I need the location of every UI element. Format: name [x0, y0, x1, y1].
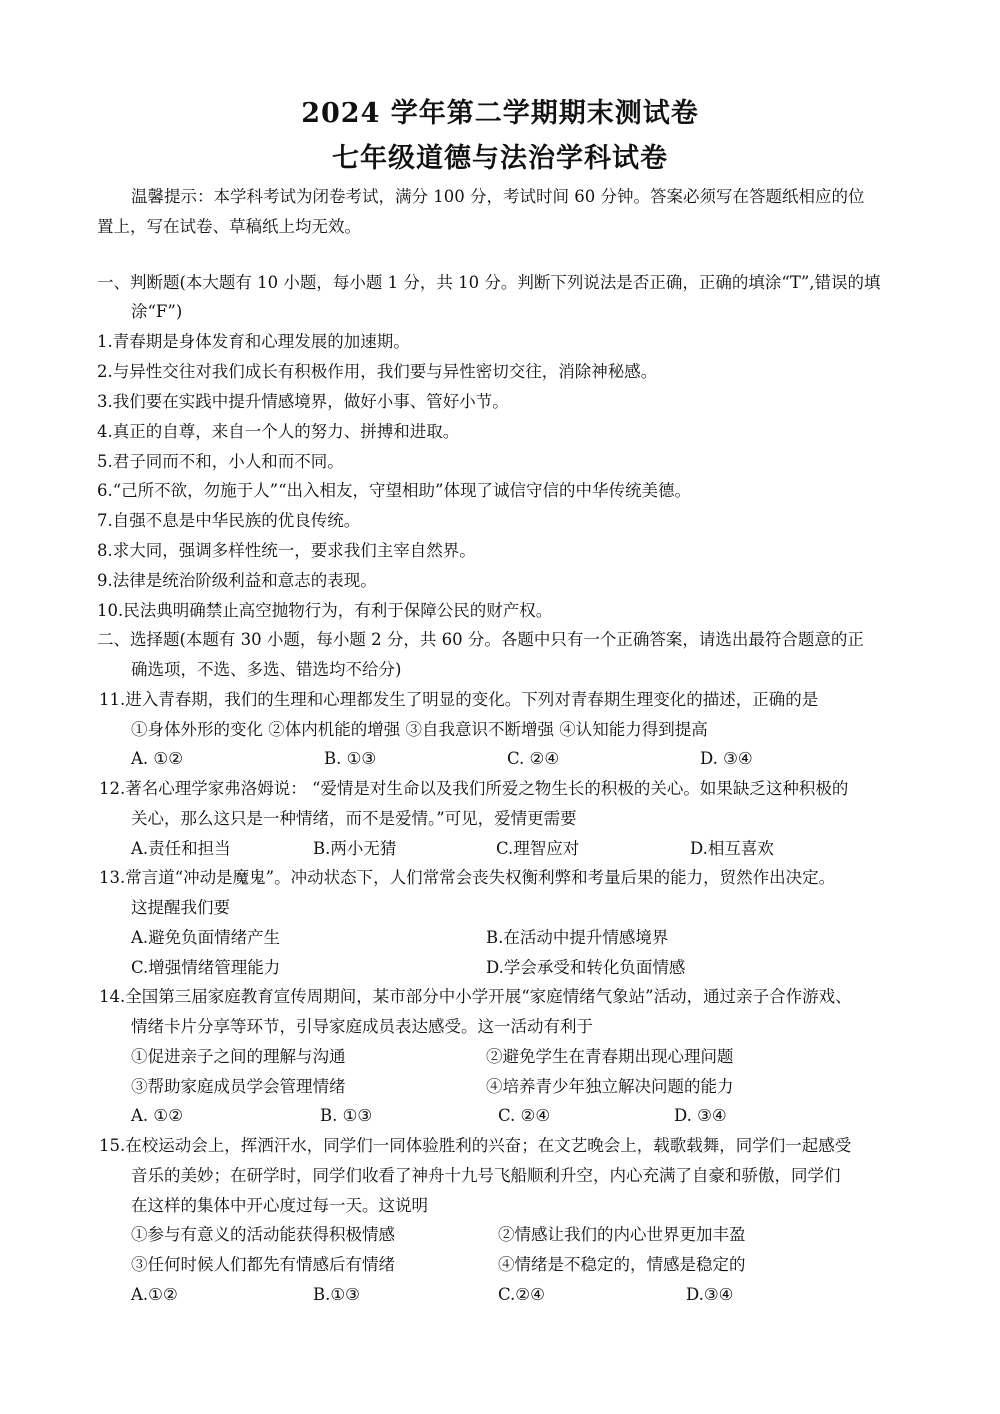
q14-stem-cont: 情绪卡片分享等环节，引导家庭成员表达感受。这一活动有利于 [131, 1017, 593, 1036]
judge-item-8: 8.求大同，强调多样性统一，要求我们主宰自然界。 [97, 541, 476, 560]
notice-line-1: 温馨提示：本学科考试为闭卷考试，满分 100 分，考试时间 60 分钟。答案必须写在答题纸相应的位 [131, 187, 865, 206]
q15-option-c: C.②④ [498, 1285, 545, 1304]
section1-heading: 一、判断题(本大题有 10 小题，每小题 1 分，共 10 分。判断下列说法是否正确，正确的填涂“T”,错误的填 [97, 273, 881, 292]
q14-statement-4: ④培养青少年独立解决问题的能力 [486, 1077, 734, 1096]
q12-option-b: B.两小无猜 [313, 839, 397, 858]
q12-option-d: D.相互喜欢 [690, 839, 774, 858]
judge-item-7: 7.自强不息是中华民族的优良传统。 [97, 511, 361, 530]
q13-option-a: A.避免负面情绪产生 [131, 928, 281, 947]
judge-item-6: 6.“己所不欲，勿施于人”“出入相友，守望相助”体现了诚信守信的中华传统美德。 [97, 481, 691, 500]
exam-title: 2024 学年第二学期期末测试卷 [301, 98, 699, 129]
notice-line-2: 置上，写在试卷、草稿纸上均无效。 [97, 217, 361, 236]
q15-statement-4: ④情绪是不稳定的，情感是稳定的 [498, 1255, 746, 1274]
section2-heading: 二、选择题(本题有 30 小题，每小题 2 分，共 60 分。各题中只有一个正确答案，请选出最符合题意的正 [97, 630, 864, 649]
q13-option-d: D.学会承受和转化负面情感 [486, 958, 686, 977]
judge-item-1: 1.青春期是身体发育和心理发展的加速期。 [97, 332, 410, 351]
q14-stem: 14.全国第三届家庭教育宣传周期间，某市部分中小学开展“家庭情绪气象站”活动，通过亲子合作游戏、 [99, 987, 852, 1006]
q11-stem: 11.进入青春期，我们的生理和心理都发生了明显的变化。下列对青春期生理变化的描述，正确的是 [99, 690, 819, 709]
q12-option-c: C.理智应对 [496, 839, 580, 858]
q15-statement-2: ②情感让我们的内心世界更加丰盈 [498, 1225, 746, 1244]
exam-subtitle: 七年级道德与法治学科试卷 [332, 143, 668, 174]
judge-item-3: 3.我们要在实践中提升情感境界，做好小事、管好小节。 [97, 392, 509, 411]
q15-stem-cont-2: 在这样的集体中开心度过每一天。这说明 [131, 1196, 428, 1215]
q15-option-a: A.①② [131, 1285, 178, 1304]
q14-option-b: B. ①③ [320, 1106, 373, 1125]
judge-item-5: 5.君子同而不和，小人和而不同。 [97, 452, 344, 471]
q13-stem: 13.常言道“冲动是魔鬼”。冲动状态下，人们常常会丧失权衡利弊和考量后果的能力，贸然作出决定。 [99, 868, 836, 887]
q11-statements: ①身体外形的变化 ②体内机能的增强 ③自我意识不断增强 ④认知能力得到提高 [131, 720, 708, 739]
q15-stem-cont-1: 音乐的美妙；在研学时，同学们收看了神舟十九号飞船顺利升空，内心充满了自豪和骄傲，同学们 [131, 1166, 841, 1185]
section1-heading-cont: 涂“F”) [131, 302, 183, 321]
judge-item-2: 2.与异性交往对我们成长有积极作用，我们要与异性密切交往，消除神秘感。 [97, 362, 658, 381]
q14-option-a: A. ①② [131, 1106, 183, 1125]
q15-stem: 15.在校运动会上，挥洒汗水，同学们一同体验胜利的兴奋；在文艺晚会上，载歌载舞，同学们一起感受 [99, 1136, 852, 1155]
q14-statement-1: ①促进亲子之间的理解与沟通 [131, 1047, 346, 1066]
q13-option-b: B.在活动中提升情感境界 [486, 928, 669, 947]
q15-option-d: D.③④ [686, 1285, 734, 1304]
q13-option-c: C.增强情绪管理能力 [131, 958, 281, 977]
q12-option-a: A.责任和担当 [131, 839, 231, 858]
q12-stem-cont: 关心，那么这只是一种情绪，而不是爱情。”可见，爱情更需要 [131, 809, 577, 828]
q12-stem: 12.著名心理学家弗洛姆说： “爱情是对生命以及我们所爱之物生长的积极的关心。如果缺乏这种积极的 [99, 779, 849, 798]
judge-item-4: 4.真正的自尊，来自一个人的努力、拼搏和进取。 [97, 422, 460, 441]
q14-statement-2: ②避免学生在青春期出现心理问题 [486, 1047, 734, 1066]
q13-stem-cont: 这提醒我们要 [131, 898, 230, 917]
q11-option-b: B. ①③ [324, 749, 377, 768]
judge-item-10: 10.民法典明确禁止高空抛物行为，有利于保障公民的财产权。 [97, 601, 553, 620]
q14-option-c: C. ②④ [498, 1106, 551, 1125]
q14-statement-3: ③帮助家庭成员学会管理情绪 [131, 1077, 346, 1096]
q11-option-a: A. ①② [131, 749, 183, 768]
q11-option-d: D. ③④ [700, 749, 753, 768]
q14-option-d: D. ③④ [674, 1106, 727, 1125]
q11-option-c: C. ②④ [507, 749, 560, 768]
q15-option-b: B.①③ [313, 1285, 360, 1304]
section2-heading-cont: 确选项，不选、多选、错选均不给分) [131, 660, 402, 679]
judge-item-9: 9.法律是统治阶级利益和意志的表现。 [97, 571, 377, 590]
q15-statement-1: ①参与有意义的活动能获得积极情感 [131, 1225, 395, 1244]
q15-statement-3: ③任何时候人们都先有情感后有情绪 [131, 1255, 395, 1274]
